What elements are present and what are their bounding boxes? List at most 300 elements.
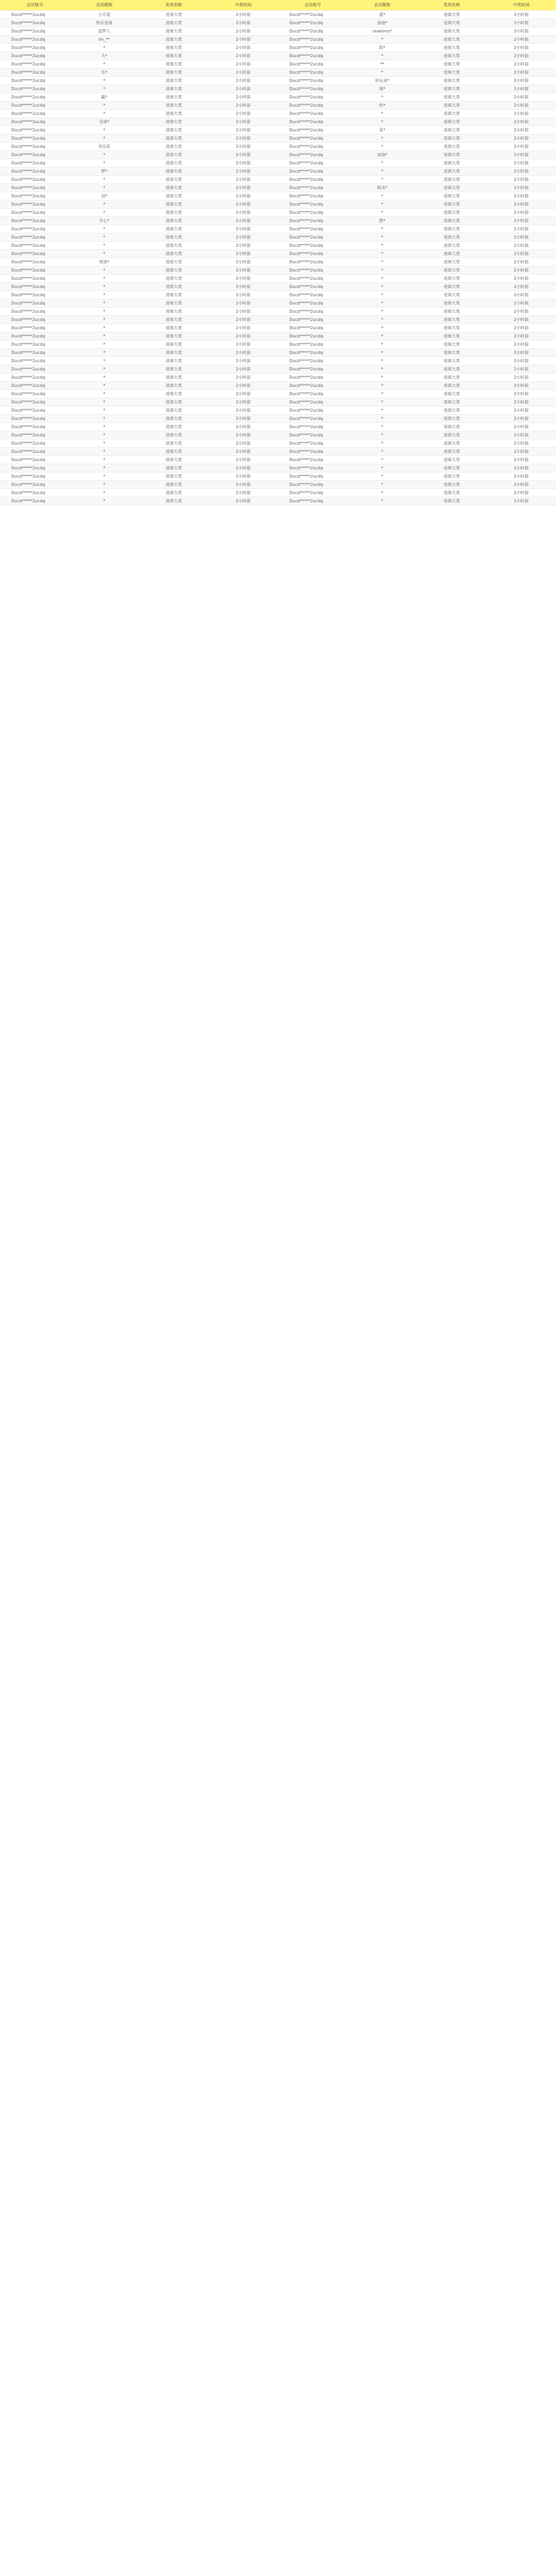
cell-prize-2: 进球大奖: [417, 258, 486, 266]
cell-prize: 进球大奖: [139, 69, 208, 77]
cell-prize-2: 进球大奖: [417, 110, 486, 118]
cell-account-2: Ducd*****2ucdq: [278, 382, 348, 390]
cell-account: Ducd*****2ucdq: [0, 44, 70, 52]
cell-nickname: *: [70, 101, 139, 110]
cell-account-2: Ducd*****2ucdq: [278, 250, 348, 258]
cell-nickname: *: [70, 176, 139, 184]
cell-nickname-2: *: [348, 489, 417, 497]
cell-nickname: *: [70, 415, 139, 423]
cell-prize-2: 进球大奖: [417, 233, 486, 242]
cell-nickname: *: [70, 184, 139, 192]
cell-prize: 进球大奖: [139, 374, 208, 382]
cell-account-2: Ducd*****2ucdq: [278, 19, 348, 27]
cell-prize: 进球大奖: [139, 308, 208, 316]
cell-account-2: Ducd*****2ucdq: [278, 134, 348, 143]
cell-nickname-2: *: [348, 291, 417, 299]
cell-prize-2: 进球大奖: [417, 266, 486, 275]
cell-nickname: *: [70, 456, 139, 464]
cell-nickname-2: *: [348, 250, 417, 258]
cell-time-2: 2小时前: [486, 481, 556, 489]
table-row: [0, 489, 556, 497]
cell-account: Ducd*****2ucdq: [0, 481, 70, 489]
cell-time: 2小时前: [208, 456, 278, 464]
cell-account: Ducd*****2ucdq: [0, 242, 70, 250]
cell-nickname: *: [70, 439, 139, 448]
cell-account: Ducd*****2ucdq: [0, 126, 70, 134]
cell-account-2: Ducd*****2ucdq: [278, 439, 348, 448]
table-row: [0, 423, 556, 431]
cell-account-2: Ducd*****2ucdq: [278, 448, 348, 456]
cell-time-2: 2小时前: [486, 192, 556, 200]
cell-time: 2小时前: [208, 415, 278, 423]
cell-nickname: *: [70, 464, 139, 472]
cell-time: 2小时前: [208, 192, 278, 200]
cell-prize-2: 进球大奖: [417, 497, 486, 505]
cell-prize: 进球大奖: [139, 159, 208, 167]
table-row: [0, 349, 556, 357]
cell-prize: 进球大奖: [139, 316, 208, 324]
cell-nickname: *: [70, 126, 139, 134]
cell-nickname: *: [70, 390, 139, 398]
table-row: [0, 118, 556, 126]
cell-prize-2: 进球大奖: [417, 151, 486, 159]
table-row: [0, 77, 556, 85]
cell-time-2: 2小时前: [486, 324, 556, 332]
cell-account: Ducd*****2ucdq: [0, 250, 70, 258]
header-nickname: 会员昵称: [70, 0, 139, 11]
cell-prize: 进球大奖: [139, 472, 208, 481]
cell-account: Ducd*****2ucdq: [0, 36, 70, 44]
cell-prize: 进球大奖: [139, 184, 208, 192]
cell-account-2: Ducd*****2ucdq: [278, 464, 348, 472]
cell-time-2: 2小时前: [486, 200, 556, 209]
cell-nickname-2: *: [348, 464, 417, 472]
cell-nickname: *: [70, 291, 139, 299]
cell-nickname-2: *: [348, 36, 417, 44]
cell-time-2: 2小时前: [486, 415, 556, 423]
cell-prize-2: 进球大奖: [417, 44, 486, 52]
cell-nickname-2: *: [348, 266, 417, 275]
cell-prize: 进球大奖: [139, 242, 208, 250]
cell-account-2: Ducd*****2ucdq: [278, 365, 348, 374]
cell-time-2: 2小时前: [486, 118, 556, 126]
cell-nickname-2: *: [348, 118, 417, 126]
cell-prize: 进球大奖: [139, 481, 208, 489]
cell-time-2: 2小时前: [486, 44, 556, 52]
cell-account: Ducd*****2ucdq: [0, 456, 70, 464]
cell-nickname-2: *: [348, 283, 417, 291]
cell-nickname: 冠*: [70, 192, 139, 200]
cell-time: 2小时前: [208, 77, 278, 85]
cell-time-2: 2小时前: [486, 11, 556, 19]
cell-time: 2小时前: [208, 464, 278, 472]
cell-account: Ducd*****2ucdq: [0, 431, 70, 439]
cell-nickname-2: 加油*: [348, 151, 417, 159]
cell-time: 2小时前: [208, 233, 278, 242]
cell-account-2: Ducd*****2ucdq: [278, 110, 348, 118]
cell-time-2: 2小时前: [486, 93, 556, 101]
cell-prize-2: 进球大奖: [417, 176, 486, 184]
cell-time-2: 2小时前: [486, 176, 556, 184]
cell-account-2: Ducd*****2ucdq: [278, 481, 348, 489]
cell-account: Ducd*****2ucdq: [0, 176, 70, 184]
table-row: [0, 439, 556, 448]
cell-nickname-2: 加油*: [348, 19, 417, 27]
cell-time: 2小时前: [208, 406, 278, 415]
cell-time-2: 2小时前: [486, 101, 556, 110]
table-row: [0, 365, 556, 374]
cell-prize-2: 进球大奖: [417, 398, 486, 406]
cell-nickname: *: [70, 44, 139, 52]
cell-account: Ducd*****2ucdq: [0, 93, 70, 101]
cell-nickname-2: *: [348, 134, 417, 143]
cell-time: 2小时前: [208, 266, 278, 275]
cell-nickname-2: *: [348, 143, 417, 151]
cell-prize: 进球大奖: [139, 44, 208, 52]
cell-time: 2小时前: [208, 134, 278, 143]
cell-nickname-2: *: [348, 398, 417, 406]
cell-nickname: *: [70, 60, 139, 69]
cell-prize: 进球大奖: [139, 431, 208, 439]
cell-nickname: *: [70, 489, 139, 497]
cell-account: Ducd*****2ucdq: [0, 448, 70, 456]
cell-time: 2小时前: [208, 126, 278, 134]
cell-prize: 进球大奖: [139, 11, 208, 19]
cell-time: 2小时前: [208, 398, 278, 406]
cell-account-2: Ducd*****2ucdq: [278, 242, 348, 250]
cell-prize-2: 进球大奖: [417, 69, 486, 77]
table-row: [0, 27, 556, 36]
cell-account-2: Ducd*****2ucdq: [278, 308, 348, 316]
cell-time-2: 2小时前: [486, 19, 556, 27]
cell-time: 2小时前: [208, 200, 278, 209]
cell-nickname-2: 阳*: [348, 44, 417, 52]
table-row: [0, 44, 556, 52]
cell-nickname-2: *: [348, 423, 417, 431]
cell-account: Ducd*****2ucdq: [0, 390, 70, 398]
cell-nickname: *: [70, 382, 139, 390]
table-row: [0, 266, 556, 275]
cell-time: 2小时前: [208, 275, 278, 283]
cell-prize-2: 进球大奖: [417, 283, 486, 291]
cell-prize: 进球大奖: [139, 110, 208, 118]
cell-prize: 进球大奖: [139, 143, 208, 151]
table-row: [0, 308, 556, 316]
cell-nickname-2: *: [348, 176, 417, 184]
cell-prize: 进球大奖: [139, 126, 208, 134]
cell-time-2: 2小时前: [486, 423, 556, 431]
cell-nickname: *: [70, 341, 139, 349]
table-row: [0, 406, 556, 415]
cell-time-2: 2小时前: [486, 110, 556, 118]
cell-nickname-2: *: [348, 497, 417, 505]
cell-time: 2小时前: [208, 176, 278, 184]
cell-account-2: Ducd*****2ucdq: [278, 69, 348, 77]
cell-account-2: Ducd*****2ucdq: [278, 275, 348, 283]
cell-time-2: 2小时前: [486, 497, 556, 505]
cell-account-2: Ducd*****2ucdq: [278, 291, 348, 299]
table-row: [0, 209, 556, 217]
cell-account-2: Ducd*****2ucdq: [278, 374, 348, 382]
cell-prize-2: 进球大奖: [417, 308, 486, 316]
cell-nickname-2: 好*: [348, 101, 417, 110]
cell-nickname-2: *: [348, 308, 417, 316]
cell-account: Ducd*****2ucdq: [0, 283, 70, 291]
cell-time: 2小时前: [208, 283, 278, 291]
cell-nickname: *: [70, 283, 139, 291]
cell-prize: 进球大奖: [139, 283, 208, 291]
table-row: [0, 357, 556, 365]
cell-time-2: 2小时前: [486, 456, 556, 464]
cell-account-2: Ducd*****2ucdq: [278, 324, 348, 332]
cell-account: Ducd*****2ucdq: [0, 69, 70, 77]
cell-prize: 进球大奖: [139, 225, 208, 233]
cell-prize-2: 进球大奖: [417, 481, 486, 489]
cell-time-2: 2小时前: [486, 233, 556, 242]
cell-prize-2: 进球大奖: [417, 19, 486, 27]
cell-prize: 进球大奖: [139, 118, 208, 126]
cell-time-2: 2小时前: [486, 159, 556, 167]
cell-prize: 进球大奖: [139, 258, 208, 266]
cell-account-2: Ducd*****2ucdq: [278, 217, 348, 225]
cell-prize-2: 进球大奖: [417, 456, 486, 464]
cell-account-2: Ducd*****2ucdq: [278, 406, 348, 415]
cell-prize-2: 进球大奖: [417, 36, 486, 44]
cell-account: Ducd*****2ucdq: [0, 464, 70, 472]
cell-prize: 进球大奖: [139, 19, 208, 27]
cell-nickname-2: 好运来*: [348, 77, 417, 85]
cell-time: 2小时前: [208, 308, 278, 316]
table-row: [0, 472, 556, 481]
cell-time-2: 2小时前: [486, 299, 556, 308]
winners-table: [0, 0, 556, 505]
cell-account: Ducd*****2ucdq: [0, 275, 70, 283]
cell-time: 2小时前: [208, 497, 278, 505]
cell-nickname: *: [70, 316, 139, 324]
cell-prize: 进球大奖: [139, 266, 208, 275]
cell-account: Ducd*****2ucdq: [0, 134, 70, 143]
cell-nickname: *: [70, 242, 139, 250]
cell-account-2: Ducd*****2ucdq: [278, 398, 348, 406]
table-row: [0, 110, 556, 118]
cell-prize: 进球大奖: [139, 439, 208, 448]
table-row: [0, 398, 556, 406]
table-row: [0, 242, 556, 250]
cell-nickname: *: [70, 374, 139, 382]
cell-time: 2小时前: [208, 209, 278, 217]
cell-account: Ducd*****2ucdq: [0, 349, 70, 357]
table-row: [0, 341, 556, 349]
cell-prize: 进球大奖: [139, 365, 208, 374]
table-row: [0, 332, 556, 341]
cell-time: 2小时前: [208, 374, 278, 382]
cell-time: 2小时前: [208, 118, 278, 126]
cell-time-2: 2小时前: [486, 398, 556, 406]
cell-account-2: Ducd*****2ucdq: [278, 44, 348, 52]
cell-time-2: 2小时前: [486, 448, 556, 456]
cell-account: Ducd*****2ucdq: [0, 184, 70, 192]
cell-time-2: 2小时前: [486, 77, 556, 85]
header-row: [0, 0, 556, 11]
cell-account: Ducd*****2ucdq: [0, 341, 70, 349]
cell-prize-2: 进球大奖: [417, 27, 486, 36]
cell-account: Ducd*****2ucdq: [0, 60, 70, 69]
table-row: [0, 415, 556, 423]
cell-time: 2小时前: [208, 489, 278, 497]
cell-account-2: Ducd*****2ucdq: [278, 27, 348, 36]
cell-nickname-2: *: [348, 69, 417, 77]
cell-time: 2小时前: [208, 472, 278, 481]
cell-account-2: Ducd*****2ucdq: [278, 316, 348, 324]
cell-prize: 进球大奖: [139, 332, 208, 341]
cell-prize-2: 进球大奖: [417, 93, 486, 101]
table-row: [0, 52, 556, 60]
cell-nickname-2: **: [348, 60, 417, 69]
cell-prize-2: 进球大奖: [417, 374, 486, 382]
table-row: [0, 324, 556, 332]
table-row: [0, 291, 556, 299]
cell-account: Ducd*****2ucdq: [0, 357, 70, 365]
cell-prize: 进球大奖: [139, 489, 208, 497]
cell-account: Ducd*****2ucdq: [0, 101, 70, 110]
cell-time: 2小时前: [208, 44, 278, 52]
cell-nickname-2: 星*: [348, 126, 417, 134]
cell-account: Ducd*****2ucdq: [0, 143, 70, 151]
cell-nickname: 幸运星: [70, 143, 139, 151]
cell-time-2: 2小时前: [486, 431, 556, 439]
cell-nickname: *: [70, 423, 139, 431]
cell-time-2: 2小时前: [486, 390, 556, 398]
table-row: [0, 134, 556, 143]
cell-prize-2: 进球大奖: [417, 167, 486, 176]
cell-nickname-2: *: [348, 242, 417, 250]
cell-prize-2: 进球大奖: [417, 415, 486, 423]
cell-nickname: *: [70, 110, 139, 118]
cell-time-2: 2小时前: [486, 250, 556, 258]
cell-time: 2小时前: [208, 332, 278, 341]
cell-prize: 进球大奖: [139, 382, 208, 390]
cell-time-2: 2小时前: [486, 143, 556, 151]
cell-nickname-2: *: [348, 110, 417, 118]
cell-prize-2: 进球大奖: [417, 200, 486, 209]
cell-account: Ducd*****2ucdq: [0, 497, 70, 505]
cell-prize: 进球大奖: [139, 192, 208, 200]
cell-time-2: 2小时前: [486, 291, 556, 299]
table-row: [0, 481, 556, 489]
cell-account: Ducd*****2ucdq: [0, 19, 70, 27]
cell-nickname-2: *: [348, 299, 417, 308]
cell-nickname: *: [70, 357, 139, 365]
cell-nickname-2: *: [348, 365, 417, 374]
cell-prize: 进球大奖: [139, 398, 208, 406]
cell-prize-2: 进球大奖: [417, 134, 486, 143]
cell-prize: 进球大奖: [139, 423, 208, 431]
cell-time-2: 2小时前: [486, 316, 556, 324]
cell-time-2: 2小时前: [486, 489, 556, 497]
cell-prize: 进球大奖: [139, 464, 208, 472]
cell-nickname-2: *: [348, 332, 417, 341]
cell-time-2: 2小时前: [486, 52, 556, 60]
cell-prize-2: 进球大奖: [417, 225, 486, 233]
table-row: [0, 217, 556, 225]
cell-account: Ducd*****2ucdq: [0, 382, 70, 390]
cell-time: 2小时前: [208, 365, 278, 374]
header-nickname-2: 会员昵称: [348, 0, 417, 11]
cell-prize-2: 进球大奖: [417, 439, 486, 448]
cell-prize-2: 进球大奖: [417, 217, 486, 225]
table-row: [0, 184, 556, 192]
cell-nickname: *: [70, 324, 139, 332]
cell-account: Ducd*****2ucdq: [0, 266, 70, 275]
cell-account-2: Ducd*****2ucdq: [278, 489, 348, 497]
table-row: [0, 11, 556, 19]
cell-nickname-2: *: [348, 225, 417, 233]
cell-nickname-2: *: [348, 209, 417, 217]
cell-account: Ducd*****2ucdq: [0, 11, 70, 19]
cell-prize: 进球大奖: [139, 93, 208, 101]
cell-prize-2: 进球大奖: [417, 382, 486, 390]
cell-account: Ducd*****2ucdq: [0, 423, 70, 431]
cell-prize: 进球大奖: [139, 497, 208, 505]
cell-nickname-2: 球*: [348, 85, 417, 93]
cell-time-2: 2小时前: [486, 242, 556, 250]
cell-time-2: 2小时前: [486, 439, 556, 448]
cell-account-2: Ducd*****2ucdq: [278, 101, 348, 110]
cell-nickname: *: [70, 233, 139, 242]
cell-account: Ducd*****2ucdq: [0, 77, 70, 85]
cell-time: 2小时前: [208, 341, 278, 349]
cell-prize: 进球大奖: [139, 27, 208, 36]
cell-nickname: 球迷*: [70, 258, 139, 266]
cell-prize-2: 进球大奖: [417, 431, 486, 439]
cell-account: Ducd*****2ucdq: [0, 151, 70, 159]
cell-account-2: Ducd*****2ucdq: [278, 390, 348, 398]
cell-account-2: Ducd*****2ucdq: [278, 126, 348, 134]
table-row: [0, 36, 556, 44]
cell-nickname-2: *: [348, 324, 417, 332]
header-account: 会员账号: [0, 0, 70, 11]
cell-account-2: Ducd*****2ucdq: [278, 52, 348, 60]
cell-time-2: 2小时前: [486, 382, 556, 390]
table-row: [0, 431, 556, 439]
table-row: [0, 60, 556, 69]
cell-prize: 进球大奖: [139, 357, 208, 365]
table-row: [0, 448, 556, 456]
cell-prize-2: 进球大奖: [417, 332, 486, 341]
cell-prize: 进球大奖: [139, 217, 208, 225]
table-row: [0, 225, 556, 233]
cell-time-2: 2小时前: [486, 406, 556, 415]
cell-prize-2: 进球大奖: [417, 209, 486, 217]
table-row: [0, 258, 556, 266]
cell-time-2: 2小时前: [486, 126, 556, 134]
cell-nickname-2: *: [348, 415, 417, 423]
cell-prize: 进球大奖: [139, 77, 208, 85]
table-row: [0, 497, 556, 505]
cell-account-2: Ducd*****2ucdq: [278, 36, 348, 44]
cell-nickname-2: 胜*: [348, 217, 417, 225]
table-row: [0, 93, 556, 101]
cell-time: 2小时前: [208, 242, 278, 250]
cell-time: 2小时前: [208, 143, 278, 151]
cell-prize-2: 进球大奖: [417, 365, 486, 374]
cell-time: 2小时前: [208, 93, 278, 101]
cell-prize-2: 进球大奖: [417, 275, 486, 283]
cell-account-2: Ducd*****2ucdq: [278, 159, 348, 167]
table-row: [0, 299, 556, 308]
cell-nickname-2: *: [348, 382, 417, 390]
cell-account: Ducd*****2ucdq: [0, 118, 70, 126]
